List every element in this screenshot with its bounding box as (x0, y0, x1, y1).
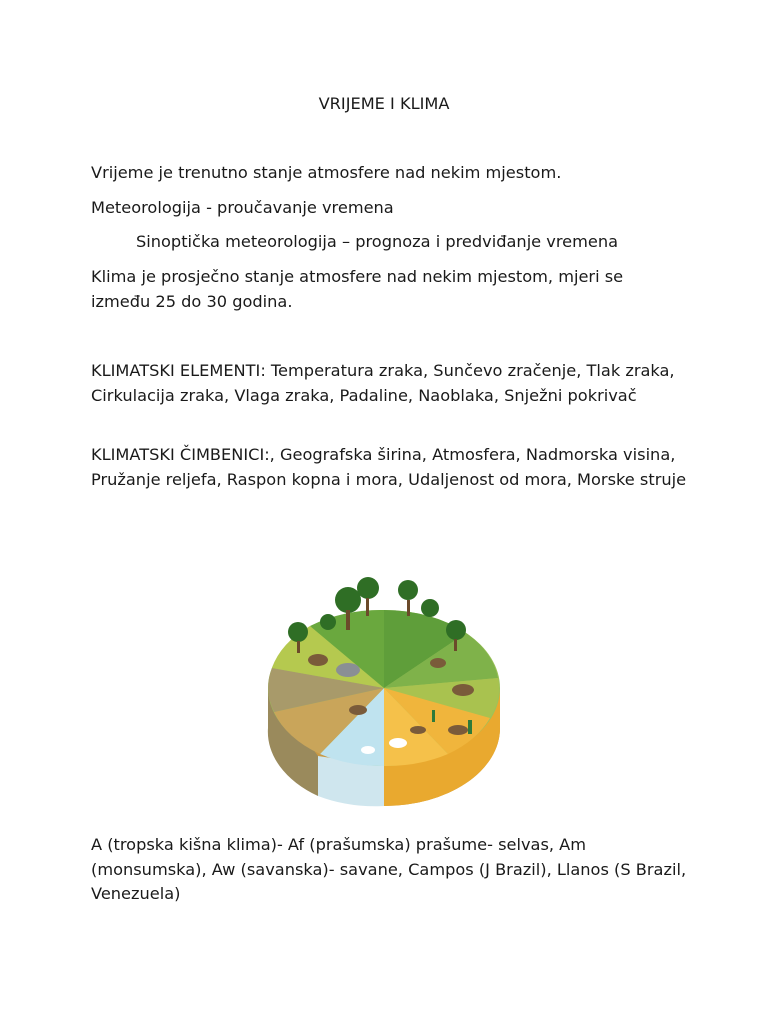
climate-definition: Klima je prosječno stanje atmosfere nad nekim mjestom, mjeri se između 25 do 30 godina. (91, 267, 624, 311)
climate-elements: KLIMATSKI ELEMENTI: Temperatura zraka, Sunčevo zračenje, Tlak zraka, Cirkulacija zraka, Vlaga zraka, Padaline, Naoblaka, Snježni pokrivač (91, 361, 675, 405)
climate-biome-pie-illustration (258, 560, 510, 810)
page-title: VRIJEME I KLIMA (318, 94, 450, 113)
weather-definition: Vrijeme je trenutno stanje atmosfere nad nekim mjestom. (91, 163, 562, 182)
climate-factors: KLIMATSKI ČIMBENICI:, Geografska širina, Atmosfera, Nadmorska visina, Pružanje reljefa, Raspon kopna i mora, Udaljenost od mora, Morske struje (91, 445, 687, 489)
biome-pie-icon (258, 560, 510, 810)
synoptic-meteorology-definition: Sinoptička meteorologija – prognoza i predviđanje vremena (136, 232, 619, 251)
tropical-climate-description: A (tropska kišna klima)- Af (prašumska) prašume- selvas, Am (monsumska), Aw (savanska)- savane, Campos (J Brazil), Llanos (S Brazil, Venezuela) (91, 835, 687, 903)
meteorology-definition: Meteorologija - proučavanje vremena (91, 198, 394, 217)
